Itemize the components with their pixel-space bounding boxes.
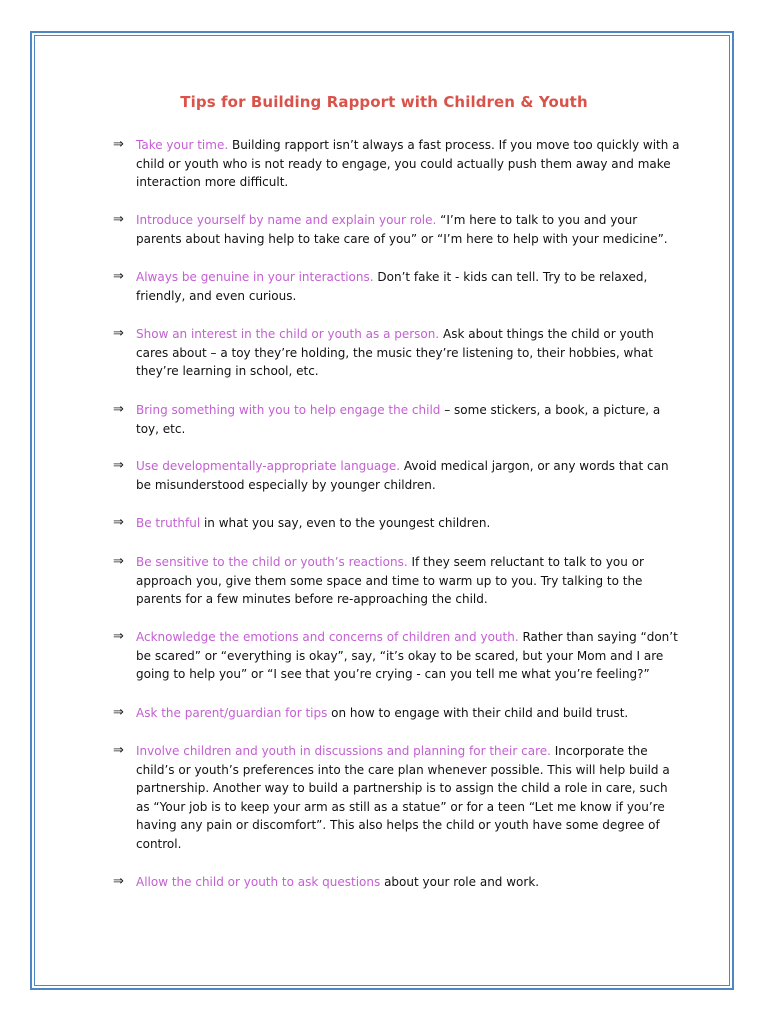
tip-item <box>113 514 683 533</box>
tip-item <box>113 136 683 192</box>
tip-highlight: Bring something with you to help engage the child <box>136 403 441 417</box>
tip-item <box>113 401 683 438</box>
tip-highlight: Take your time. <box>136 138 229 152</box>
arrow-icon: ⇒ <box>113 137 124 152</box>
tip-item <box>113 211 683 248</box>
tip-body: Building rapport isn’t always a fast process. If you move too quickly with a child or youth who is not ready to engage, you could actually push them away and make interaction more difficult. <box>136 138 680 189</box>
tip-item <box>113 268 683 305</box>
tip-body: “I’m here to talk to you and your parents about having help to take care of you” or “I’m here to help with your medicine”. <box>136 213 668 246</box>
tip-body: Incorporate the child’s or youth’s preferences into the care plan whenever possible. This will help build a partnership. Another way to build a partnership is to assign the child a role in care, such as “Your job is to keep your arm as still as a statue” or for a teen “Let me know if you’re having any pain or discomfort”. This also helps the child or youth have some degree of control. <box>136 744 670 851</box>
arrow-icon: ⇒ <box>113 515 124 530</box>
tip-item <box>113 325 683 381</box>
tip-item <box>113 457 683 494</box>
page-title: Tips for Building Rapport with Children & Youth <box>180 93 588 111</box>
arrow-icon: ⇒ <box>113 458 124 473</box>
tip-body: Rather than saying “don’t be scared” or “everything is okay”, say, “it’s okay to be scared, but your Mom and I are going to help you” or “I see that you’re crying - can you tell me what you’re feeling?” <box>136 630 678 681</box>
tip-highlight: Always be genuine in your interactions. <box>136 270 374 284</box>
tip-highlight: Show an interest in the child or youth as a person. <box>136 327 440 341</box>
tip-highlight: Introduce yourself by name and explain your role. <box>136 213 437 227</box>
tip-highlight: Be truthful <box>136 516 201 530</box>
tip-body: If they seem reluctant to talk to you or approach you, give them some space and time to warm up to you. Try talking to the parents for a few minutes before re-approaching the child. <box>136 555 644 606</box>
tip-item <box>113 873 683 892</box>
arrow-icon: ⇒ <box>113 269 124 284</box>
tip-item <box>113 628 683 684</box>
tip-item <box>113 704 683 723</box>
tip-body: in what you say, even to the youngest children. <box>200 516 491 530</box>
arrow-icon: ⇒ <box>113 874 124 889</box>
tip-highlight: Allow the child or youth to ask questions <box>136 875 381 889</box>
tip-body: Don’t fake it - kids can tell. Try to be relaxed, friendly, and even curious. <box>136 270 648 303</box>
tip-highlight: Ask the parent/guardian for tips <box>136 706 328 720</box>
tip-body: about your role and work. <box>380 875 540 889</box>
arrow-icon: ⇒ <box>113 705 124 720</box>
arrow-icon: ⇒ <box>113 743 124 758</box>
arrow-icon: ⇒ <box>113 326 124 341</box>
tip-body: – some stickers, a book, a picture, a toy, etc. <box>136 403 661 436</box>
tip-highlight: Involve children and youth in discussions and planning for their care. <box>136 744 551 758</box>
tip-highlight: Acknowledge the emotions and concerns of children and youth. <box>136 630 519 644</box>
tip-body: Avoid medical jargon, or any words that can be misunderstood especially by younger children. <box>136 459 669 492</box>
arrow-icon: ⇒ <box>113 212 124 227</box>
arrow-icon: ⇒ <box>113 402 124 417</box>
tip-body: on how to engage with their child and build trust. <box>327 706 629 720</box>
tip-item <box>113 553 683 609</box>
tip-highlight: Be sensitive to the child or youth’s reactions. <box>136 555 408 569</box>
tip-body: Ask about things the child or youth cares about – a toy they’re holding, the music they’re listening to, their hobbies, what they’re learning in school, etc. <box>136 327 654 378</box>
tip-highlight: Use developmentally-appropriate language. <box>136 459 401 473</box>
tip-item <box>113 742 683 853</box>
arrow-icon: ⇒ <box>113 554 124 569</box>
arrow-icon: ⇒ <box>113 629 124 644</box>
